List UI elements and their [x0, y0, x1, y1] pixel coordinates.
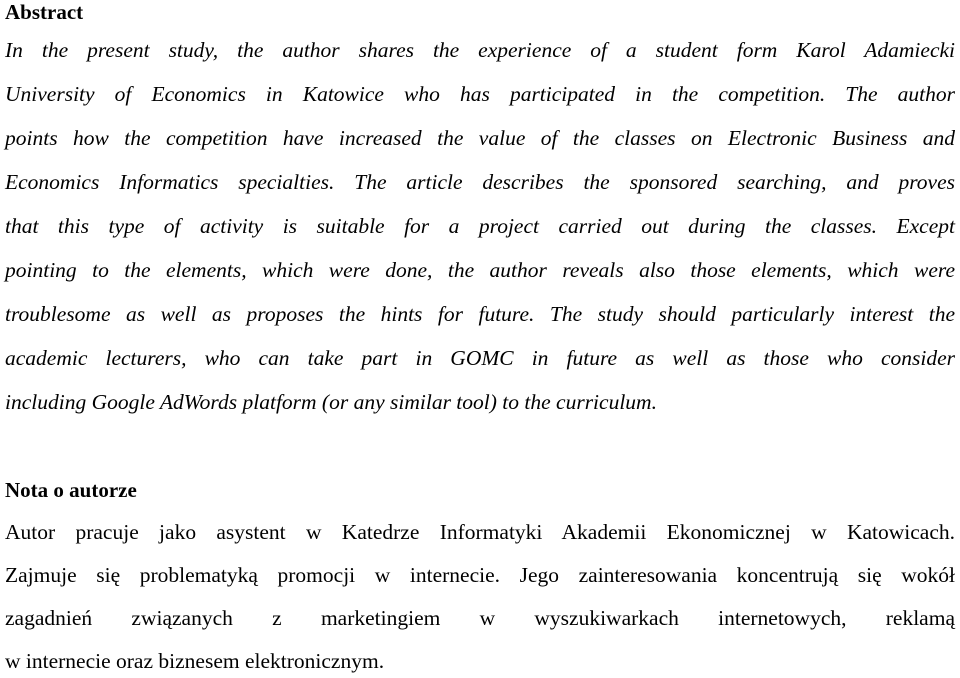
author-note-heading: Nota o autorze: [5, 478, 137, 502]
author-note-line: Autor pracuje jako asystent w Katedrze Informatyki Akademii Ekonomicznej w Katowicach.: [5, 520, 955, 544]
abstract-line: In the present study, the author shares the experience of a student form Karol Adamiecki: [5, 38, 955, 62]
abstract-line: that this type of activity is suitable for a project carried out during the classes. Except: [5, 214, 955, 238]
author-note-line: w internecie oraz biznesem elektronicznym.: [5, 649, 385, 673]
author-note-line: zagadnień związanych z marketingiem w wyszukiwarkach internetowych, reklamą: [5, 606, 955, 630]
abstract-line: University of Economics in Katowice who has participated in the competition. The author: [5, 82, 955, 106]
abstract-line: Economics Informatics specialties. The article describes the sponsored searching, and proves: [5, 170, 955, 194]
author-note-line: Zajmuje się problematyką promocji w internecie. Jego zainteresowania koncentrują się wokół: [5, 563, 955, 587]
abstract-line: points how the competition have increased the value of the classes on Electronic Business and: [5, 126, 955, 150]
abstract-heading: Abstract: [5, 0, 84, 24]
abstract-line: pointing to the elements, which were done, the author reveals also those elements, which were: [5, 258, 955, 282]
abstract-line: including Google AdWords platform (or any similar tool) to the curriculum.: [5, 390, 657, 414]
abstract-line: troublesome as well as proposes the hints for future. The study should particularly interest the: [5, 302, 955, 326]
abstract-line: academic lecturers, who can take part in GOMC in future as well as those who consider: [5, 346, 955, 370]
